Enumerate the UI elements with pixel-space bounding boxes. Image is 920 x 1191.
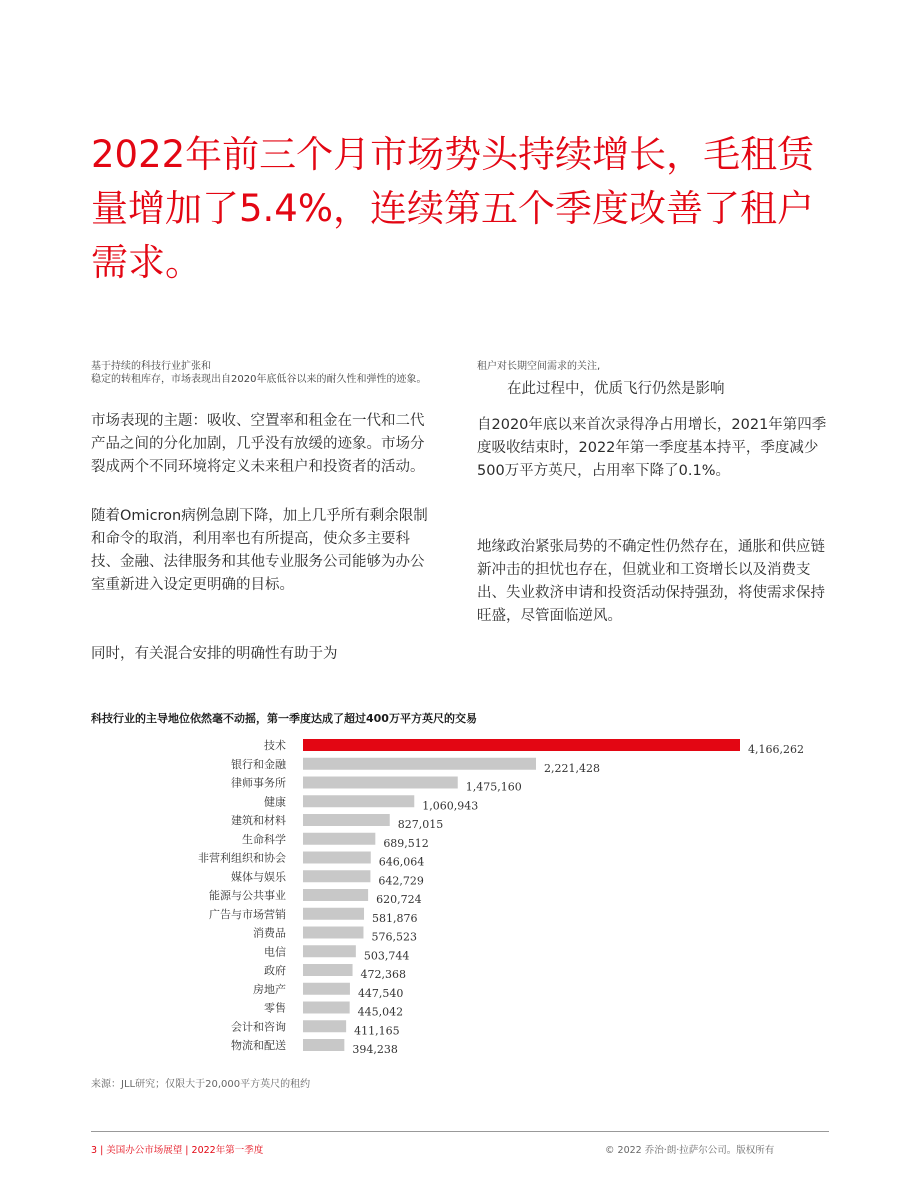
value-label: 2,221,428 bbox=[544, 761, 600, 775]
headline: 2022年前三个月市场势头持续增长，毛租赁量增加了5.4%，连续第五个季度改善了租户需求。 bbox=[91, 133, 815, 284]
category-label: 非营利组织和协会 bbox=[198, 851, 286, 865]
footer-left: 3 | 美国办公市场展望 | 2022年第一季度 bbox=[91, 1145, 264, 1156]
left-paragraph-1: 市场表现的主题：吸收、空置率和租金在一代和二代产品之间的分化加剧，几乎没有放缓的迹象。市场分裂成两个不同环境将定义未来租户和投资者的活动。 bbox=[91, 413, 425, 475]
right-small-line-1: 租户对长期空间需求的关注, bbox=[477, 361, 601, 372]
bar bbox=[303, 927, 363, 939]
footer-divider bbox=[91, 1131, 829, 1132]
value-label: 620,724 bbox=[376, 893, 422, 906]
left-small-line-2: 稳定的转租库存，市场表现出自2020年底低谷以来的耐久性和弹性的迹象。 bbox=[91, 374, 427, 385]
category-label: 健康 bbox=[264, 795, 286, 809]
bar bbox=[303, 964, 353, 976]
bar bbox=[303, 945, 356, 957]
category-label: 零售 bbox=[264, 1001, 286, 1015]
category-label: 技术 bbox=[264, 739, 286, 752]
value-label: 1,060,943 bbox=[422, 799, 479, 813]
right-paragraph-1: 自2020年底以来首次录得净占用增长，2021年第四季度吸收结束时，2022年第一季度基本持平，季度减少500万平方英尺，占用率下降了0.1%。 bbox=[477, 417, 827, 479]
bar bbox=[303, 889, 368, 901]
category-label: 政府 bbox=[264, 964, 286, 977]
category-label: 生命科学 bbox=[242, 832, 286, 846]
category-label: 媒体与娱乐 bbox=[231, 870, 286, 884]
bar bbox=[303, 1020, 346, 1032]
category-label: 律师事务所 bbox=[231, 776, 286, 790]
category-label: 物流和配送 bbox=[231, 1039, 286, 1052]
category-label: 建筑和材料 bbox=[231, 814, 286, 827]
bar bbox=[303, 758, 536, 770]
bar bbox=[303, 983, 350, 995]
bar bbox=[303, 1002, 350, 1014]
bar bbox=[303, 852, 371, 864]
category-label: 会计和咨询 bbox=[231, 1020, 286, 1034]
category-label: 电信 bbox=[264, 945, 286, 959]
bar bbox=[303, 814, 390, 826]
chart-title: 科技行业的主导地位依然毫不动摇，第一季度达成了超过400万平方英尺的交易 bbox=[91, 712, 477, 725]
value-label: 503,744 bbox=[363, 949, 410, 963]
value-label: 394,238 bbox=[352, 1043, 398, 1056]
value-label: 576,523 bbox=[371, 930, 417, 944]
left-small-line-1: 基于持续的科技行业扩张和 bbox=[91, 361, 211, 372]
bar bbox=[303, 870, 370, 882]
value-label: 447,540 bbox=[357, 986, 404, 1000]
category-label: 银行和金融 bbox=[231, 757, 286, 771]
value-label: 689,512 bbox=[383, 836, 429, 850]
value-label: 1,475,160 bbox=[465, 780, 522, 794]
source-note: 来源：JLL研究；仅限大于20,000平方英尺的租约 bbox=[91, 1079, 311, 1090]
value-label: 472,368 bbox=[360, 968, 407, 981]
bar bbox=[303, 833, 375, 845]
left-paragraph-2: 随着Omicron病例急剧下降，加上几乎所有剩余限制和命令的取消，利用率也有所提高，使众多主要科技、金融、法律服务和其他专业服务公司能够为办公室重新进入设定更明确的目标。 bbox=[91, 508, 428, 593]
category-label: 广告与市场营销 bbox=[209, 907, 286, 921]
value-label: 4,166,262 bbox=[748, 743, 804, 756]
bar bbox=[303, 777, 458, 789]
left-paragraph-3: 同时，有关混合安排的明确性有助于为 bbox=[91, 646, 338, 662]
bar bbox=[303, 1039, 344, 1051]
value-label: 411,165 bbox=[354, 1024, 400, 1038]
value-label: 827,015 bbox=[397, 818, 444, 831]
value-label: 445,042 bbox=[357, 1005, 404, 1019]
bar bbox=[303, 795, 414, 807]
footer-copyright: © 2022 乔治·朗·拉萨尔公司。版权所有 bbox=[605, 1145, 775, 1156]
value-label: 581,876 bbox=[372, 911, 418, 925]
category-label: 能源与公共事业 bbox=[209, 889, 286, 902]
right-intro: 在此过程中，优质飞行仍然是影响 bbox=[507, 381, 725, 397]
bar bbox=[303, 908, 364, 920]
category-label: 消费品 bbox=[253, 926, 286, 940]
value-label: 642,729 bbox=[378, 874, 424, 888]
bar bbox=[303, 739, 740, 751]
right-paragraph-2: 地缘政治紧张局势的不确定性仍然存在，通胀和供应链新冲击的担忧也存在，但就业和工资增长以及消费支出、失业救济申请和投资活动保持强劲，将使需求保持旺盛，尽管面临逆风。 bbox=[477, 539, 825, 624]
category-label: 房地产 bbox=[253, 982, 286, 996]
value-label: 646,064 bbox=[378, 855, 425, 869]
